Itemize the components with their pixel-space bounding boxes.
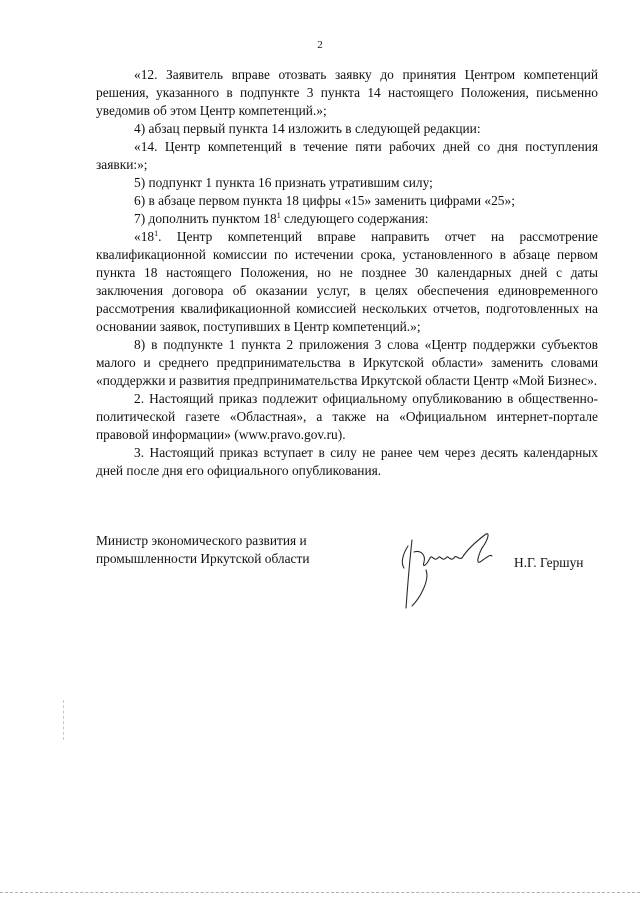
- amendment-8: 8) в подпункте 1 пункта 2 приложения 3 слова «Центр поддержки субъектов малого и среднего предпринимательства в Иркутской области» заменить словами «поддержки и развития предпринимательства Иркутской области Центр «Мой Бизнес».: [96, 337, 598, 388]
- handwritten-signature: [390, 518, 510, 628]
- left-margin-mark: [63, 700, 64, 740]
- page-number: 2: [317, 39, 323, 51]
- paragraph-14-text: «14. Центр компетенций в течение пяти рабочих дней со дня поступления заявки:»;: [96, 139, 598, 172]
- position-line-1: Министр экономического развития и: [96, 533, 307, 548]
- clause-3-effective-date: 3. Настоящий приказ вступает в силу не ранее чем через десять календарных дней после дня его официального опубликования.: [96, 445, 598, 478]
- document-body: [96, 66, 598, 480]
- paragraph-12-text: «12. Заявитель вправе отозвать заявку до принятия Центром компетенций решения, указанного в подпункте 3 пункта 14 настоящего Положения, письменно уведомив об этом Центр компетенций.»;: [96, 67, 598, 118]
- clause-2-publication: 2. Настоящий приказ подлежит официальному опубликованию в общественно-политической газете «Областная», а также на «Официальном интернет-портале правовой информации» (www.pravo.gov.ru).: [96, 391, 598, 442]
- amendment-5: 5) подпункт 1 пункта 16 признать утратившим силу;: [134, 175, 433, 190]
- amendment-7: 7) дополнить пунктом $18^1$ следующего содержания:: [134, 211, 429, 226]
- bottom-scan-edge: [0, 892, 640, 893]
- signer-name: Н.Г. Гершун: [514, 555, 584, 570]
- amendment-4: 4) абзац первый пункта 14 изложить в следующей редакции:: [134, 121, 481, 136]
- position-line-2: промышленности Иркутской области: [96, 551, 310, 566]
- signatory-position: [96, 532, 310, 568]
- amendment-6: 6) в абзаце первом пункта 18 цифры «15» заменить цифрами «25»;: [134, 193, 515, 208]
- paragraph-18-1-text: «$18^1$. Центр компетенций вправе направить отчет на рассмотрение квалификационной комиссии по истечении срока, установленного в абзаце первом пункта 18 настоящего Положения, но не позднее 30 календарных дней с даты заключения договора об оказании услуг, в целях обеспечения единовременного рассмотрения квалификационной комиссией нескольких отчетов, подготовленных на основании заявок, поступивших в Центр компетенций.»;: [96, 229, 598, 334]
